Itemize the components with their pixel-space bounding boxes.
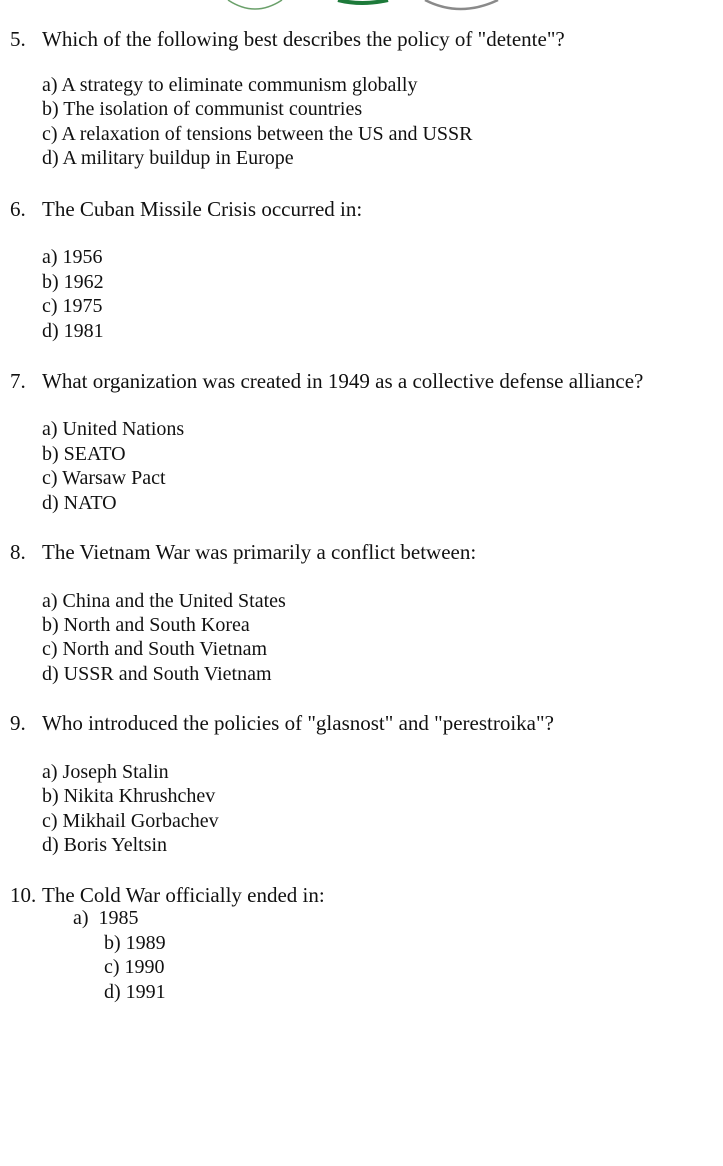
option-b: b) Nikita Khrushchev	[42, 785, 216, 807]
option-b: b) 1962	[42, 271, 104, 293]
option-b: b) North and South Korea	[42, 614, 250, 636]
option-a: a) 1956	[42, 246, 103, 268]
option-c: c) A relaxation of tensions between the US and USSR	[42, 123, 473, 145]
question-text: What organization was created in 1949 as a collective defense alliance?	[42, 369, 644, 393]
option-c: c) 1990	[104, 956, 165, 978]
option-a: a) United Nations	[42, 418, 185, 440]
option-b: b) SEATO	[42, 443, 126, 465]
header-logos	[0, 0, 723, 18]
question-text: The Vietnam War was primarily a conflict between:	[42, 540, 477, 564]
option-c: c) 1975	[42, 295, 103, 317]
option-a: a) China and the United States	[42, 590, 286, 612]
option-d: d) 1981	[42, 320, 104, 342]
seal-right-icon	[425, 0, 498, 9]
question-number: 9.	[10, 711, 26, 735]
option-c: c) North and South Vietnam	[42, 638, 268, 660]
option-c: c) Mikhail Gorbachev	[42, 810, 219, 832]
option-a: a) A strategy to eliminate communism globally	[42, 74, 418, 96]
option-d: d) Boris Yeltsin	[42, 834, 168, 856]
seal-left-icon	[228, 0, 282, 9]
question-text: The Cold War officially ended in:	[42, 883, 325, 907]
question-text: Who introduced the policies of "glasnost" and "perestroika"?	[42, 711, 554, 735]
question-number: 5.	[10, 27, 26, 51]
question-text: Which of the following best describes the policy of "detente"?	[42, 27, 565, 51]
question-number: 10.	[10, 883, 37, 907]
option-b: b) 1989	[104, 932, 166, 954]
option-a: a) 1985	[73, 907, 139, 929]
option-a: a) Joseph Stalin	[42, 761, 169, 783]
option-d: d) 1991	[104, 981, 166, 1003]
option-c: c) Warsaw Pact	[42, 467, 166, 489]
question-number: 6.	[10, 197, 26, 221]
option-d: d) A military buildup in Europe	[42, 147, 294, 169]
question-text: The Cuban Missile Crisis occurred in:	[42, 197, 363, 221]
option-d: d) NATO	[42, 492, 117, 514]
question-number: 8.	[10, 540, 26, 564]
question-number: 7.	[10, 369, 26, 393]
option-d: d) USSR and South Vietnam	[42, 663, 272, 685]
option-b: b) The isolation of communist countries	[42, 98, 363, 120]
seal-center-icon	[338, 0, 388, 3]
